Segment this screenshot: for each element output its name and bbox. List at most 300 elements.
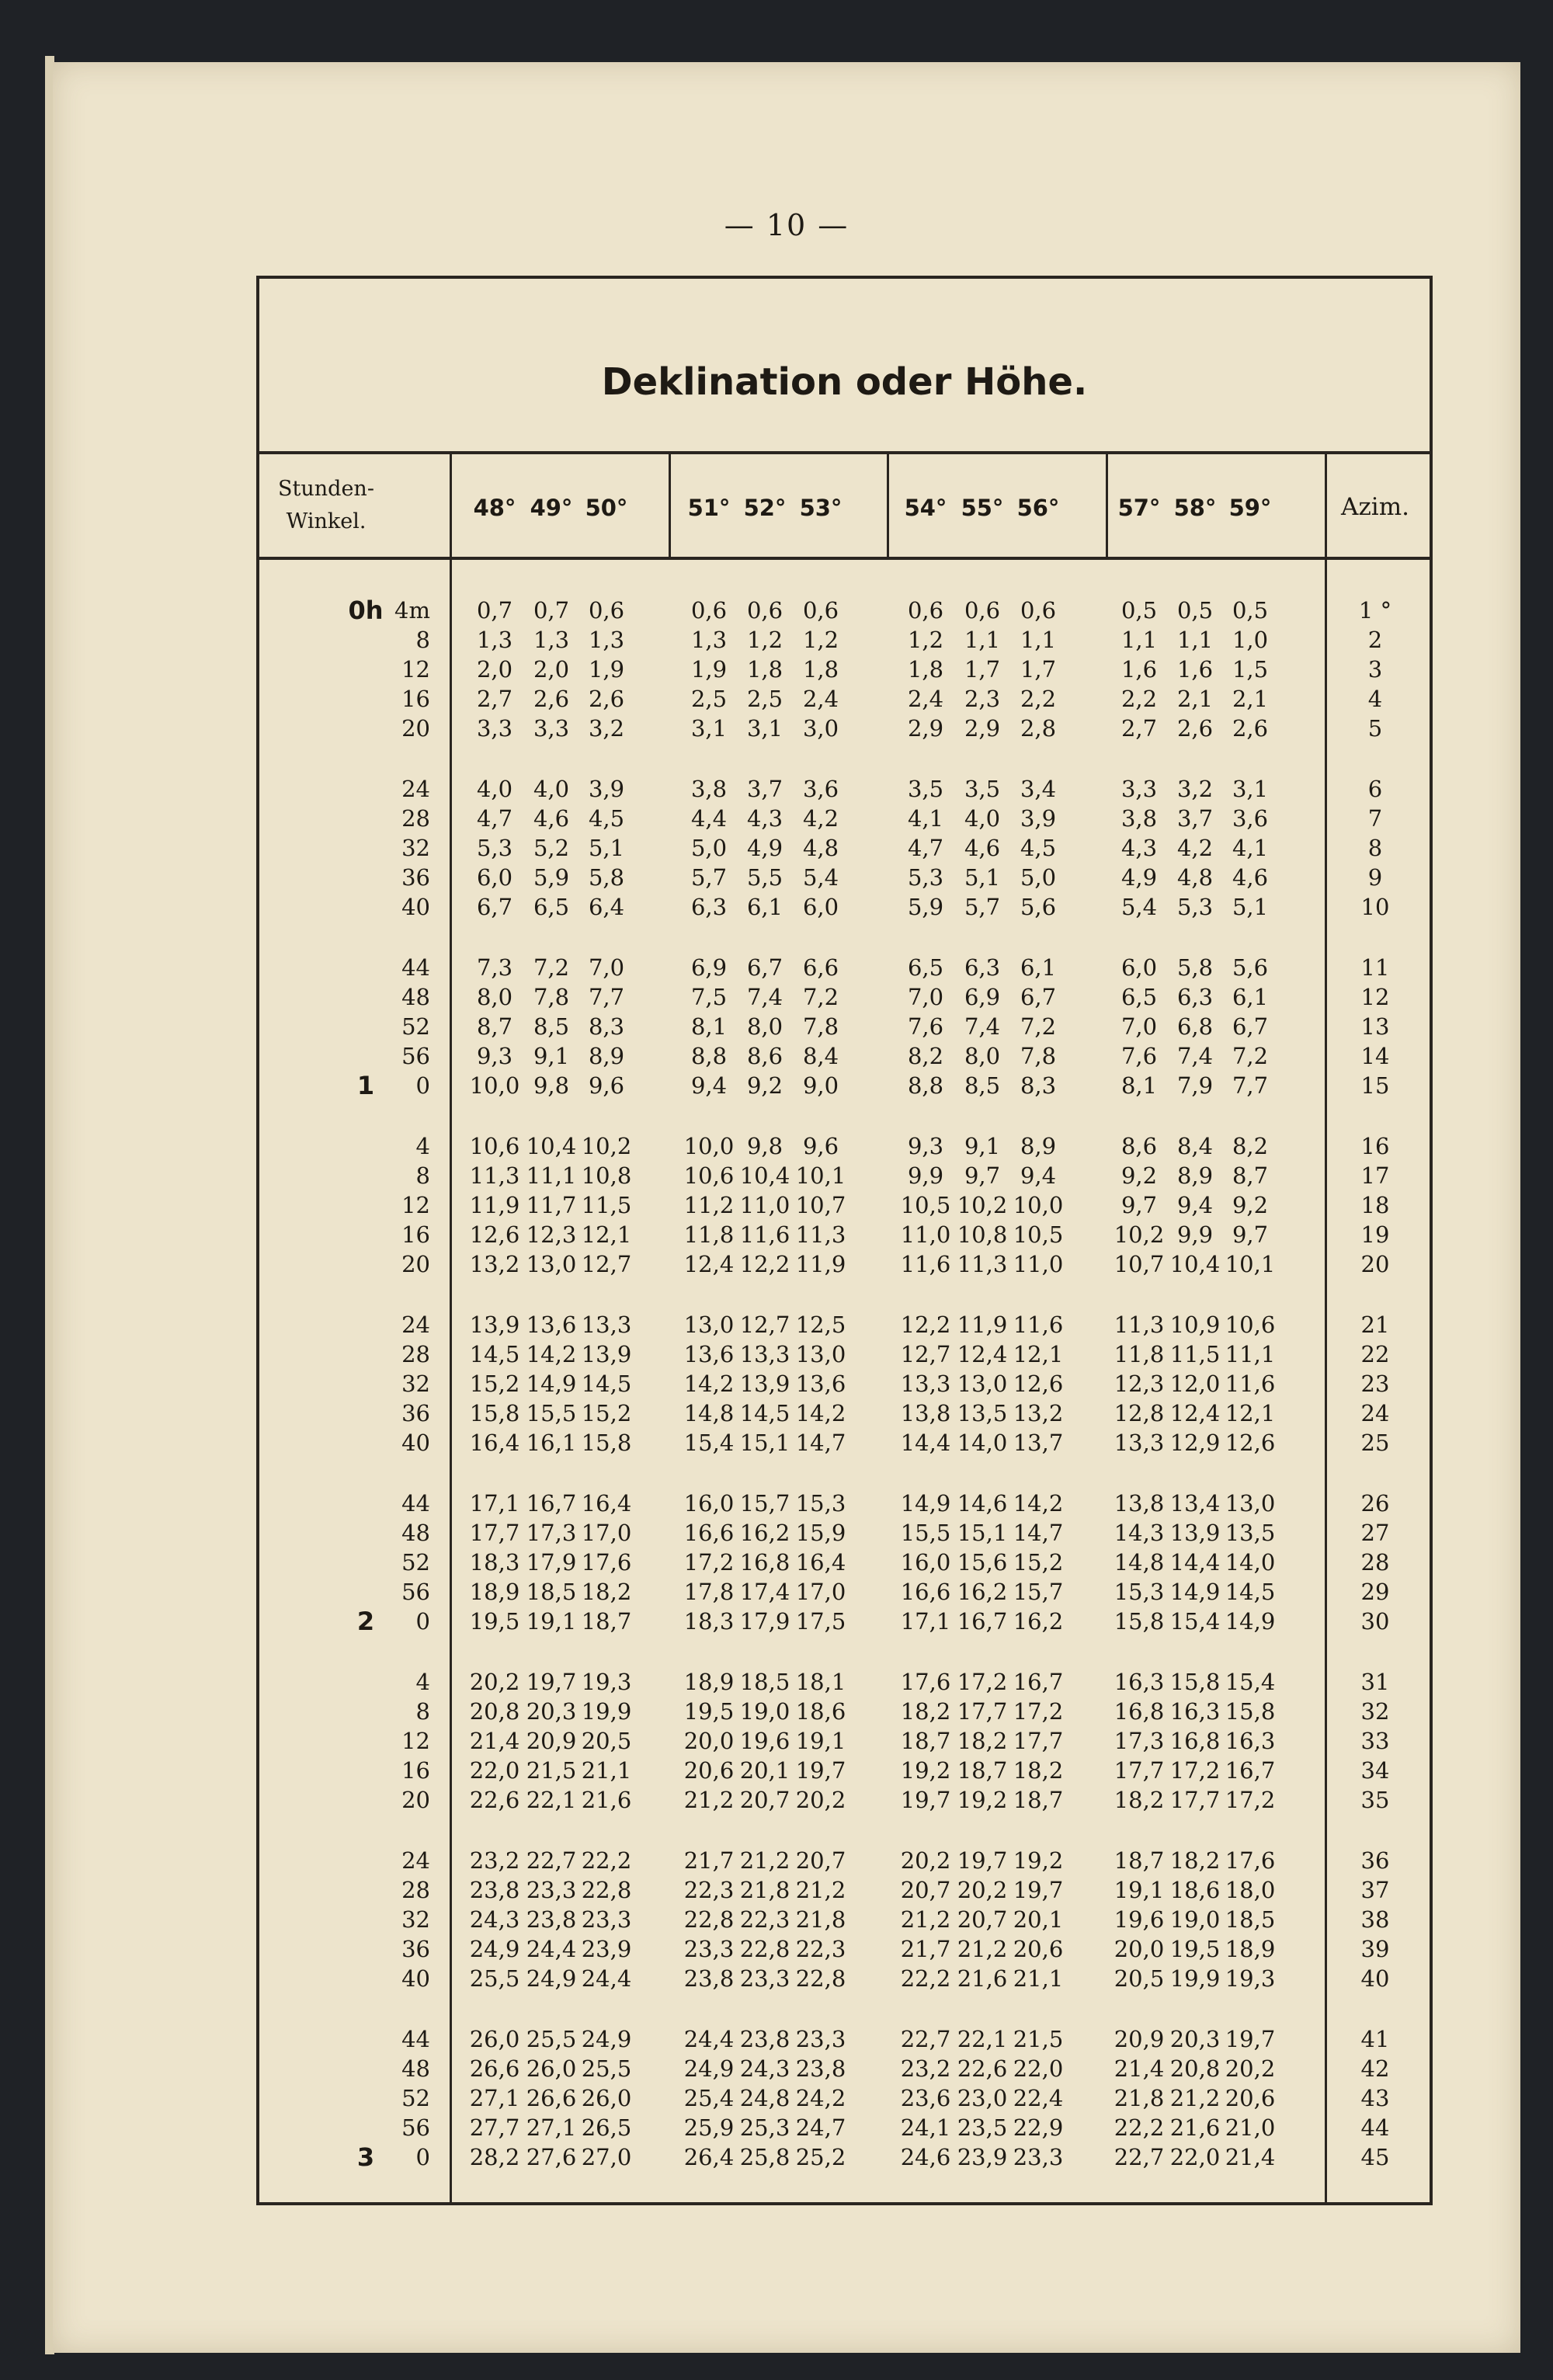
minute-label: 12 — [401, 656, 430, 683]
table-cell: 20,7 — [957, 1906, 1008, 1933]
table-cell: 8,7 — [1232, 1162, 1269, 1189]
minute-label: 8 — [415, 1698, 430, 1725]
table-cell: 5,9 — [533, 864, 570, 891]
table-cell: 14,4 — [900, 1430, 951, 1456]
table-cell: 4,6 — [533, 805, 570, 832]
table-cell: 1,7 — [1020, 656, 1057, 683]
table-cell: 7,4 — [964, 1013, 1001, 1040]
table-cell: 18,2 — [1169, 1847, 1221, 1874]
table-cell: 3,1 — [690, 715, 728, 742]
table-cell: 24,4 — [526, 1936, 577, 1962]
azimuth-value: 41 — [1360, 2026, 1390, 2052]
table-cell: 10,6 — [683, 1162, 735, 1189]
table-cell: 22,6 — [957, 2055, 1008, 2082]
table-cell: 27,1 — [526, 2114, 577, 2141]
table-cell: 11,3 — [1114, 1312, 1165, 1338]
table-cell: 24,4 — [683, 2026, 735, 2052]
column-rule — [669, 454, 671, 560]
table-cell: 22,6 — [469, 1787, 520, 1813]
table-cell: 8,3 — [1020, 1072, 1057, 1099]
table-cell: 20,0 — [683, 1728, 735, 1754]
hour-label: 2 — [356, 1607, 375, 1636]
column-header: 56° — [1016, 495, 1060, 521]
table-cell: 12,4 — [1169, 1400, 1221, 1426]
table-cell: 26,0 — [581, 2085, 632, 2111]
column-header: 48° — [473, 495, 516, 521]
table-cell: 2,6 — [533, 686, 570, 712]
table-cell: 18,2 — [957, 1728, 1008, 1754]
table-cell: 4,6 — [964, 835, 1001, 861]
azimuth-value: 12 — [1360, 984, 1390, 1010]
table-cell: 12,6 — [469, 1221, 520, 1248]
table-cell: 8,9 — [1020, 1133, 1057, 1159]
azimuth-value: 7 — [1367, 805, 1383, 832]
table-cell: 23,0 — [957, 2085, 1008, 2111]
table-cell: 17,5 — [795, 1608, 846, 1635]
table-cell: 8,4 — [802, 1043, 839, 1069]
table-cell: 15,8 — [1114, 1608, 1165, 1635]
table-cell: 16,7 — [957, 1608, 1008, 1635]
table-cell: 13,9 — [739, 1371, 790, 1397]
table-cell: 24,7 — [795, 2114, 846, 2141]
table-cell: 14,9 — [1225, 1608, 1276, 1635]
column-header: 49° — [530, 495, 573, 521]
table-cell: 24,9 — [683, 2055, 735, 2082]
table-cell: 12,6 — [1225, 1430, 1276, 1456]
table-cell: 12,5 — [795, 1312, 846, 1338]
azimuth-value: 38 — [1360, 1906, 1390, 1933]
azimuth-value: 35 — [1360, 1787, 1390, 1813]
azimuth-value: 22 — [1360, 1341, 1390, 1367]
table-cell: 22,3 — [795, 1936, 846, 1962]
table-cell: 10,1 — [1225, 1251, 1276, 1277]
table-cell: 1,3 — [533, 627, 570, 653]
azimuth-value: 30 — [1360, 1608, 1390, 1635]
azimuth-value: 16 — [1360, 1133, 1390, 1159]
table-cell: 25,5 — [469, 1965, 520, 1992]
table-cell: 18,2 — [1114, 1787, 1165, 1813]
azimuth-value: 6 — [1367, 776, 1383, 802]
table-cell: 13,8 — [900, 1400, 951, 1426]
table-cell: 14,2 — [795, 1400, 846, 1426]
table-cell: 0,6 — [802, 597, 839, 624]
table-cell: 15,5 — [526, 1400, 577, 1426]
table-cell: 7,2 — [533, 954, 570, 981]
minute-label: 0 — [415, 1608, 430, 1635]
table-cell: 1,8 — [746, 656, 783, 683]
table-cell: 14,5 — [469, 1341, 520, 1367]
table-cell: 13,9 — [581, 1341, 632, 1367]
table-cell: 6,0 — [802, 894, 839, 920]
minute-label: 0 — [415, 1072, 430, 1099]
table-cell: 3,9 — [1020, 805, 1057, 832]
column-header: 53° — [799, 495, 843, 521]
table-cell: 13,8 — [1114, 1490, 1165, 1517]
azimuth-value: 1 ° — [1358, 597, 1392, 624]
table-cell: 13,0 — [1225, 1490, 1276, 1517]
table-cell: 12,8 — [1114, 1400, 1165, 1426]
table-cell: 22,4 — [1013, 2085, 1064, 2111]
header-bottom-rule — [259, 557, 1430, 560]
table-cell: 15,2 — [1013, 1549, 1064, 1576]
table-cell: 2,1 — [1232, 686, 1269, 712]
table-cell: 7,2 — [1232, 1043, 1269, 1069]
table-cell: 25,2 — [795, 2144, 846, 2170]
table-cell: 16,8 — [739, 1549, 790, 1576]
minute-label: 44 — [401, 954, 430, 981]
table-cell: 15,4 — [683, 1430, 735, 1456]
table-cell: 5,4 — [1120, 894, 1158, 920]
table-cell: 3,5 — [907, 776, 944, 802]
minute-label: 40 — [401, 1430, 430, 1456]
table-cell: 15,9 — [795, 1520, 846, 1546]
table-cell: 3,6 — [802, 776, 839, 802]
table-cell: 5,1 — [1232, 894, 1269, 920]
table-cell: 4,2 — [802, 805, 839, 832]
table-cell: 9,7 — [1120, 1192, 1158, 1218]
table-cell: 17,1 — [900, 1608, 951, 1635]
table-cell: 9,2 — [746, 1072, 783, 1099]
table-cell: 21,2 — [739, 1847, 790, 1874]
table-cell: 3,1 — [746, 715, 783, 742]
minute-label: 48 — [401, 2055, 430, 2082]
table-cell: 16,8 — [1169, 1728, 1221, 1754]
table-cell: 14,7 — [795, 1430, 846, 1456]
table-cell: 26,5 — [581, 2114, 632, 2141]
table-cell: 24,6 — [900, 2144, 951, 2170]
table-cell: 1,5 — [1232, 656, 1269, 683]
table-cell: 12,7 — [900, 1341, 951, 1367]
table-cell: 14,3 — [1114, 1520, 1165, 1546]
table-cell: 23,6 — [900, 2085, 951, 2111]
table-cell: 22,2 — [581, 1847, 632, 1874]
table-cell: 8,2 — [1232, 1133, 1269, 1159]
table-cell: 20,9 — [526, 1728, 577, 1754]
table-cell: 9,3 — [907, 1133, 944, 1159]
table-cell: 1,2 — [802, 627, 839, 653]
table-cell: 21,5 — [1013, 2026, 1064, 2052]
table-cell: 3,3 — [533, 715, 570, 742]
table-cell: 24,9 — [526, 1965, 577, 1992]
table-cell: 7,6 — [1120, 1043, 1158, 1069]
table-cell: 12,9 — [1169, 1430, 1221, 1456]
table-cell: 3,9 — [588, 776, 625, 802]
page-number: — 10 — — [724, 208, 849, 242]
table-cell: 16,8 — [1114, 1698, 1165, 1725]
table-cell: 2,2 — [1020, 686, 1057, 712]
table-cell: 9,3 — [476, 1043, 513, 1069]
table-cell: 13,6 — [795, 1371, 846, 1397]
table-cell: 0,6 — [1020, 597, 1057, 624]
table-cell: 10,4 — [739, 1162, 790, 1189]
table-cell: 4,8 — [1176, 864, 1214, 891]
table-cell: 14,5 — [581, 1371, 632, 1397]
minute-label: 32 — [401, 1906, 430, 1933]
hour-label: 0h — [348, 596, 384, 625]
table-cell: 6,1 — [746, 894, 783, 920]
table-cell: 19,7 — [957, 1847, 1008, 1874]
table-cell: 18,2 — [900, 1698, 951, 1725]
table-cell: 6,5 — [1120, 984, 1158, 1010]
table-cell: 17,7 — [1169, 1787, 1221, 1813]
table-cell: 4,8 — [802, 835, 839, 861]
table-cell: 23,3 — [581, 1906, 632, 1933]
table-cell: 9,4 — [1176, 1192, 1214, 1218]
table-cell: 26,0 — [526, 2055, 577, 2082]
table-cell: 10,4 — [526, 1133, 577, 1159]
table-cell: 11,9 — [469, 1192, 520, 1218]
table-cell: 4,0 — [476, 776, 513, 802]
table-cell: 17,3 — [526, 1520, 577, 1546]
table-cell: 22,7 — [1114, 2144, 1165, 2170]
table-cell: 16,4 — [581, 1490, 632, 1517]
table-cell: 15,8 — [581, 1430, 632, 1456]
column-rule — [1106, 454, 1108, 560]
table-cell: 17,7 — [957, 1698, 1008, 1725]
table-cell: 24,4 — [581, 1965, 632, 1992]
table-cell: 5,0 — [690, 835, 728, 861]
table-cell: 14,2 — [526, 1341, 577, 1367]
table-cell: 2,9 — [964, 715, 1001, 742]
hour-label: 3 — [356, 2142, 375, 2172]
table-cell: 20,5 — [581, 1728, 632, 1754]
azimuth-value: 36 — [1360, 1847, 1390, 1874]
table-cell: 10,1 — [795, 1162, 846, 1189]
column-header: 54° — [904, 495, 947, 521]
table-cell: 18,3 — [469, 1549, 520, 1576]
table-cell: 18,7 — [900, 1728, 951, 1754]
table-cell: 25,9 — [683, 2114, 735, 2141]
table-cell: 26,4 — [683, 2144, 735, 2170]
table-cell: 23,3 — [1013, 2144, 1064, 2170]
table-cell: 11,0 — [1013, 1251, 1064, 1277]
table-cell: 11,5 — [581, 1192, 632, 1218]
table-cell: 13,7 — [1013, 1430, 1064, 1456]
table-cell: 3,6 — [1232, 805, 1269, 832]
minute-label: 24 — [401, 1312, 430, 1338]
azimuth-value: 21 — [1360, 1312, 1390, 1338]
table-cell: 19,2 — [1013, 1847, 1064, 1874]
table-cell: 14,9 — [526, 1371, 577, 1397]
table-cell: 16,6 — [900, 1579, 951, 1605]
table-cell: 6,9 — [690, 954, 728, 981]
minute-label: 16 — [401, 686, 430, 712]
table-cell: 21,2 — [1169, 2085, 1221, 2111]
table-cell: 7,4 — [746, 984, 783, 1010]
table-cell: 19,5 — [683, 1698, 735, 1725]
table-cell: 13,0 — [683, 1312, 735, 1338]
table-cell: 22,2 — [1114, 2114, 1165, 2141]
table-cell: 13,6 — [683, 1341, 735, 1367]
table-cell: 21,5 — [526, 1757, 577, 1784]
table-cell: 5,7 — [690, 864, 728, 891]
table-cell: 12,4 — [683, 1251, 735, 1277]
minute-label: 56 — [401, 2114, 430, 2141]
table-cell: 12,3 — [526, 1221, 577, 1248]
table-cell: 21,2 — [900, 1906, 951, 1933]
table-cell: 11,9 — [795, 1251, 846, 1277]
minute-label: 40 — [401, 1965, 430, 1992]
table-cell: 2,0 — [476, 656, 513, 683]
table-cell: 22,8 — [683, 1906, 735, 1933]
table-cell: 5,3 — [907, 864, 944, 891]
table-cell: 6,1 — [1020, 954, 1057, 981]
table-cell: 4,2 — [1176, 835, 1214, 861]
table-cell: 13,9 — [469, 1312, 520, 1338]
table-cell: 19,7 — [900, 1787, 951, 1813]
azimuth-value: 18 — [1360, 1192, 1390, 1218]
table-cell: 8,8 — [690, 1043, 728, 1069]
column-header: 50° — [585, 495, 628, 521]
table-cell: 10,4 — [1169, 1251, 1221, 1277]
table-cell: 4,0 — [533, 776, 570, 802]
column-header: 58° — [1173, 495, 1217, 521]
table-cell: 19,7 — [795, 1757, 846, 1784]
table-cell: 20,3 — [526, 1698, 577, 1725]
minute-label: 28 — [401, 1341, 430, 1367]
table-cell: 3,4 — [1020, 776, 1057, 802]
table-cell: 23,2 — [900, 2055, 951, 2082]
minute-label: 12 — [401, 1728, 430, 1754]
azimuth-value: 27 — [1360, 1520, 1390, 1546]
minute-label: 56 — [401, 1043, 430, 1069]
table-cell: 7,7 — [588, 984, 625, 1010]
table-cell: 8,2 — [907, 1043, 944, 1069]
table-cell: 12,7 — [739, 1312, 790, 1338]
table-cell: 15,8 — [469, 1400, 520, 1426]
table-cell: 14,4 — [1169, 1549, 1221, 1576]
minute-label: 4m — [394, 597, 430, 624]
table-cell: 11,3 — [957, 1251, 1008, 1277]
column-rule — [1325, 451, 1327, 2202]
table-cell: 1,6 — [1120, 656, 1158, 683]
table-cell: 5,6 — [1232, 954, 1269, 981]
minute-label: 4 — [415, 1669, 430, 1695]
table-cell: 10,7 — [1114, 1251, 1165, 1277]
table-cell: 13,0 — [957, 1371, 1008, 1397]
table-cell: 13,0 — [526, 1251, 577, 1277]
table-cell: 17,2 — [1225, 1787, 1276, 1813]
table-cell: 22,0 — [1013, 2055, 1064, 2082]
table-cell: 1,1 — [964, 627, 1001, 653]
table-cell: 14,2 — [1013, 1490, 1064, 1517]
azimuth-value: 32 — [1360, 1698, 1390, 1725]
table-cell: 20,2 — [1225, 2055, 1276, 2082]
table-cell: 8,1 — [690, 1013, 728, 1040]
table-cell: 20,2 — [469, 1669, 520, 1695]
table-cell: 14,5 — [739, 1400, 790, 1426]
table-cell: 17,7 — [1114, 1757, 1165, 1784]
table-cell: 18,7 — [581, 1608, 632, 1635]
table-cell: 17,2 — [1013, 1698, 1064, 1725]
table-cell: 4,1 — [1232, 835, 1269, 861]
table-cell: 19,5 — [1169, 1936, 1221, 1962]
table-cell: 4,6 — [1232, 864, 1269, 891]
table-cell: 8,5 — [533, 1013, 570, 1040]
table-cell: 18,7 — [1013, 1787, 1064, 1813]
table-cell: 12,3 — [1114, 1371, 1165, 1397]
minute-label: 8 — [415, 1162, 430, 1189]
table-cell: 16,0 — [900, 1549, 951, 1576]
table-cell: 13,3 — [581, 1312, 632, 1338]
table-cell: 24,1 — [900, 2114, 951, 2141]
table-cell: 16,3 — [1169, 1698, 1221, 1725]
azimuth-value: 28 — [1360, 1549, 1390, 1576]
table-cell: 4,4 — [690, 805, 728, 832]
table-cell: 14,0 — [1225, 1549, 1276, 1576]
table-cell: 8,6 — [746, 1043, 783, 1069]
table-cell: 5,6 — [1020, 894, 1057, 920]
table-cell: 2,3 — [964, 686, 1001, 712]
table-cell: 26,6 — [526, 2085, 577, 2111]
table-cell: 23,8 — [739, 2026, 790, 2052]
table-frame — [256, 276, 1433, 2205]
table-cell: 7,8 — [802, 1013, 839, 1040]
table-cell: 22,8 — [795, 1965, 846, 1992]
table-cell: 2,2 — [1120, 686, 1158, 712]
table-cell: 1,6 — [1176, 656, 1214, 683]
table-cell: 5,8 — [1176, 954, 1214, 981]
table-cell: 7,0 — [1120, 1013, 1158, 1040]
table-cell: 5,4 — [802, 864, 839, 891]
table-cell: 4,3 — [1120, 835, 1158, 861]
table-cell: 6,1 — [1232, 984, 1269, 1010]
table-cell: 18,2 — [581, 1579, 632, 1605]
table-cell: 21,2 — [795, 1877, 846, 1903]
table-cell: 27,1 — [469, 2085, 520, 2111]
table-cell: 22,0 — [1169, 2144, 1221, 2170]
table-cell: 15,8 — [1225, 1698, 1276, 1725]
table-cell: 15,3 — [795, 1490, 846, 1517]
table-cell: 20,1 — [739, 1757, 790, 1784]
table-cell: 19,2 — [957, 1787, 1008, 1813]
table-cell: 23,9 — [581, 1936, 632, 1962]
table-cell: 9,9 — [1176, 1221, 1214, 1248]
table-cell: 28,2 — [469, 2144, 520, 2170]
azimuth-value: 43 — [1360, 2085, 1390, 2111]
table-cell: 23,5 — [957, 2114, 1008, 2141]
table-cell: 24,3 — [469, 1906, 520, 1933]
table-cell: 17,0 — [795, 1579, 846, 1605]
table-cell: 5,0 — [1020, 864, 1057, 891]
table-cell: 5,1 — [588, 835, 625, 861]
table-cell: 10,5 — [900, 1192, 951, 1218]
table-cell: 8,9 — [588, 1043, 625, 1069]
table-cell: 2,7 — [1120, 715, 1158, 742]
azimuth-value: 42 — [1360, 2055, 1390, 2082]
table-cell: 21,7 — [900, 1936, 951, 1962]
table-cell: 13,5 — [957, 1400, 1008, 1426]
table-cell: 13,3 — [739, 1341, 790, 1367]
table-cell: 20,8 — [1169, 2055, 1221, 2082]
table-cell: 0,6 — [588, 597, 625, 624]
table-cell: 15,3 — [1114, 1579, 1165, 1605]
table-cell: 10,6 — [1225, 1312, 1276, 1338]
table-cell: 21,1 — [581, 1757, 632, 1784]
table-cell: 0,7 — [476, 597, 513, 624]
table-cell: 15,2 — [581, 1400, 632, 1426]
table-cell: 3,2 — [588, 715, 625, 742]
table-cell: 16,3 — [1114, 1669, 1165, 1695]
table-cell: 12,1 — [1013, 1341, 1064, 1367]
table-cell: 18,9 — [469, 1579, 520, 1605]
table-cell: 18,5 — [739, 1669, 790, 1695]
winkel-label: Winkel. — [286, 509, 367, 533]
table-cell: 14,9 — [900, 1490, 951, 1517]
table-cell: 2,5 — [746, 686, 783, 712]
table-cell: 4,9 — [1120, 864, 1158, 891]
table-cell: 7,8 — [1020, 1043, 1057, 1069]
